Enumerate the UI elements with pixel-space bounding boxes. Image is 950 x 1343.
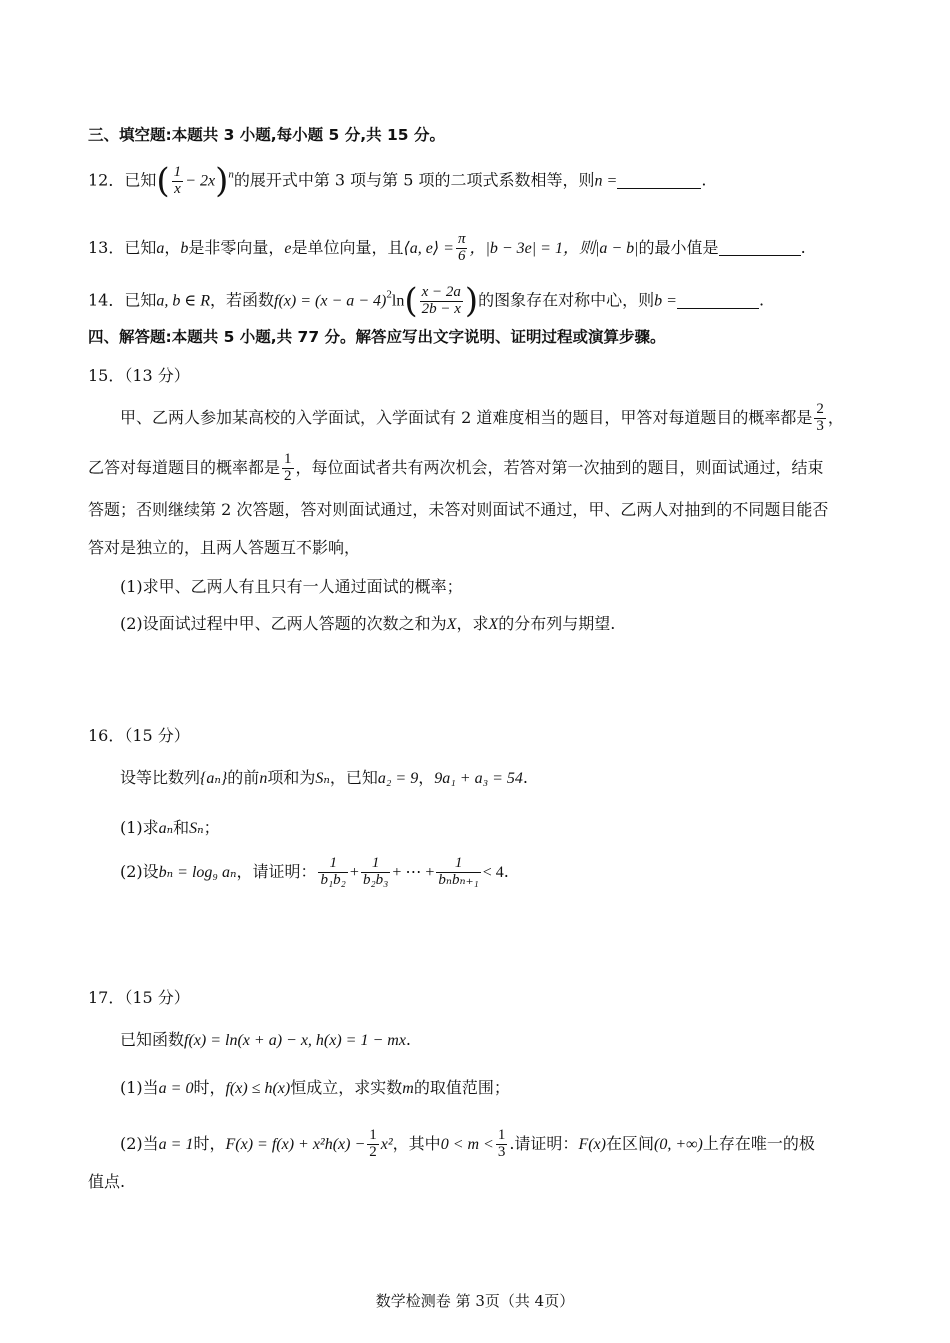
q15-prob-a (814, 402, 826, 435)
q16-text-f: . (522, 768, 529, 787)
q16-bn: bₙ = log₉ aₙ (158, 863, 237, 881)
q17-sub-1 (120, 1078, 510, 1098)
q13-vec-a: a (156, 239, 165, 257)
q16-frac-2-den: b₂b₃ (362, 871, 389, 888)
q15-sub-2-a: (2)设面试过程中甲、乙两人答题的次数之和为 (120, 614, 447, 633)
q13-angle: ⟨a, e⟩ = (403, 239, 454, 257)
q17-function: f(x) = ln(x + a) − x, h(x) = 1 − mx (184, 1032, 406, 1049)
q16-sequence: {aₙ} (200, 770, 228, 787)
q16-sub-1 (120, 818, 220, 838)
q16-less-than: < 4 (482, 863, 504, 881)
q17-cond-a1: a = 1 (158, 1135, 194, 1153)
q15-prob-a-den: 3 (816, 417, 824, 434)
q17-sub-2-e: .请证明： (509, 1133, 579, 1153)
q17-sub-1-b: 时， (193, 1078, 226, 1097)
q17-sub-2 (120, 1128, 815, 1161)
q15-header: 15．（13 分） (88, 366, 190, 385)
q14-frac-den: 2b − x (421, 300, 461, 317)
q16-frac-2-num: 1 (371, 855, 380, 871)
q13-target: |a − b| (594, 239, 639, 257)
q16-frac-1-den: b₁b₂ (320, 871, 346, 888)
q17-half-den: 2 (369, 1143, 377, 1160)
q14-end: . (758, 290, 765, 310)
q12-expr-rest: − 2x (185, 172, 216, 190)
q15-line-1-text: 甲、乙两人参加某高校的入学面试，入学面试有 2 道难度相当的题目，甲答对每道题目的概率都是 (120, 407, 813, 427)
q14-fraction (420, 285, 463, 318)
q17-interval: (0, +∞) (653, 1135, 703, 1153)
q12-answer-var: n = (594, 172, 618, 190)
q15-sub-2 (120, 614, 615, 634)
q14-condition: a, b ∈ R (156, 292, 211, 310)
q17-sub-2-d: ，其中 (392, 1133, 441, 1153)
q15-line-2-rest: ，每位面试者共有两次机会，若答对第一次抽到的题目，则面试通过，结束 (295, 457, 824, 477)
q16-sub-2-b: ，请证明： (236, 861, 317, 881)
q17-sub-2-b: 时， (193, 1133, 226, 1153)
q15-line-3: 答题；否则继续第 2 次答题，答对则面试通过，未答对则面试不通过，甲、乙两人对抽到的不同题目能否 (88, 500, 829, 519)
q16-sub-2 (120, 856, 509, 889)
q13-vec-b: b (180, 239, 189, 257)
q17-third-den: 3 (497, 1143, 506, 1160)
q13-end: . (800, 237, 806, 257)
q12-pre: 已知 (124, 170, 157, 190)
page-footer: 数学检测卷 第 3页（共 4页） (375, 1292, 575, 1310)
q14-answer-blank[interactable] (677, 292, 759, 309)
q16-frac-1 (318, 856, 347, 889)
q14-frac-num: x − 2a (421, 283, 461, 300)
q13-text-d: 的最小值是 (638, 237, 719, 257)
q14-square: 2 (386, 288, 392, 301)
q12-answer-blank[interactable] (617, 172, 701, 189)
q12-number: 12． (88, 170, 125, 190)
q12-frac-den: x (174, 180, 181, 197)
q16-n: n (259, 770, 268, 787)
q16-frac-3-den: bₙbₙ₊₁ (438, 871, 479, 888)
q14-function: f(x) = (x − a − 4) (274, 292, 387, 310)
q17-half (367, 1128, 379, 1161)
q13-pi-num: π (457, 231, 466, 247)
q17-sub-2-h: 在区间 (605, 1133, 654, 1153)
q17-half-num: 1 (369, 1127, 377, 1143)
q13-pi-fraction (456, 232, 468, 265)
question-12: 12．已知( $\frac{1}{x}$ − 2x)$^n$的展开式中第 3 项与第 5 项的二项式系数相等，则n = . (88, 161, 707, 201)
q15-line-2-text: 乙答对每道题目的概率都是 (88, 457, 281, 477)
q15-line-1 (120, 402, 844, 435)
q15-prob-b-den: 2 (284, 467, 292, 484)
q13-number: 13． (88, 237, 125, 257)
q14-answer-var: b = (654, 292, 677, 310)
q15-prob-b-num: 1 (284, 451, 292, 467)
q13-condition: ，|b − 3e| = 1，则 (469, 239, 595, 257)
q14-text-b: ，若函数 (210, 290, 275, 310)
q17-sub-2-a: (2)当 (120, 1133, 159, 1153)
q16-sub-1-a: (1)求 (120, 818, 159, 837)
q12-fraction (172, 165, 184, 198)
q15-line-4: 答对是独立的，且两人答题互不影响， (88, 538, 361, 557)
q15-prob-b (282, 452, 294, 485)
question-13 (88, 232, 806, 265)
q14-text-a: 已知 (124, 290, 157, 310)
q16-text-d: ，已知 (329, 768, 378, 787)
q14-ln: ln (391, 292, 405, 310)
q16-text-e: ， (418, 768, 435, 787)
q17-cond-a0: a = 0 (158, 1080, 194, 1097)
q12-text: 的展开式中第 3 项与第 5 项的二项式系数相等，则 (233, 170, 595, 190)
q16-header: 16．（15 分） (88, 726, 190, 745)
q17-text-a: 已知函数 (120, 1030, 185, 1049)
q15-var-x-2: X (488, 616, 499, 633)
q16-frac-2 (361, 856, 390, 889)
q16-cond-1: a₂ = 9 (377, 770, 419, 787)
q16-sn-2: Sₙ (189, 820, 204, 837)
q15-line-1-end: ， (827, 407, 844, 427)
q16-sub-2-a: (2)设 (120, 861, 159, 881)
q16-text-c: 项和为 (267, 768, 316, 787)
q15-var-x: X (446, 616, 457, 633)
q15-line-2 (88, 452, 824, 485)
q16-text-a: 设等比数列 (120, 768, 201, 787)
q16-text-b: 的前 (227, 768, 260, 787)
question-14: 14．已知a, b ∈ R，若函数$f(x) = (x - a - 4)^2\ln$( $\frac{x - 2a}{2b - x}$ )的图象存在对称中心，则b = . (88, 281, 765, 321)
q17-sub-1-a: (1)当 (120, 1078, 159, 1097)
q12-end: . (701, 170, 707, 190)
q17-third (496, 1128, 508, 1161)
q17-F-def: F(x) = f(x) + x²h(x) − (225, 1135, 366, 1153)
q13-text-a: 已知 (124, 237, 157, 257)
q17-sub-2-i: 上存在唯一的极 (702, 1133, 815, 1153)
q13-vec-e: e (284, 239, 292, 257)
q17-sub-1-e: 的取值范围； (413, 1078, 510, 1097)
q16-frac-3-num: 1 (454, 855, 463, 871)
q13-pi-den: 6 (457, 247, 466, 264)
q16-cond-2: 9a₁ + a₃ = 54 (434, 770, 523, 787)
q13-text-b: 是非零向量， (188, 237, 285, 257)
q17-x-squared: x² (380, 1135, 393, 1153)
q16-line-1 (120, 768, 528, 788)
q16-dots: + ⋯ + (392, 863, 435, 881)
q16-plus: + (349, 863, 359, 881)
q13-sep: ， (164, 237, 181, 257)
q17-inequality: f(x) ≤ h(x) (225, 1080, 291, 1097)
q14-number: 14． (88, 290, 125, 310)
q16-an: aₙ (158, 820, 174, 837)
q16-end: . (503, 861, 509, 881)
q15-sub-1: (1)求甲、乙两人有且只有一人通过面试的概率； (120, 577, 463, 596)
q16-frac-3 (436, 856, 480, 889)
q13-answer-blank[interactable] (719, 239, 801, 256)
q16-frac-1-num: 1 (329, 855, 337, 871)
q16-sn: Sₙ (315, 770, 330, 787)
q17-sub-1-d: 恒成立，求实数 (290, 1078, 403, 1097)
q13-text-c: 是单位向量，且 (291, 237, 404, 257)
q15-sub-2-b: ，求 (456, 614, 489, 633)
q12-frac-num: 1 (173, 163, 182, 180)
q17-range: 0 < m < (440, 1135, 494, 1153)
q17-m: m (402, 1080, 414, 1097)
q17-line-1 (120, 1030, 411, 1050)
q12-exponent: n (228, 168, 234, 181)
q17-text-b: . (405, 1030, 412, 1049)
q17-header: 17．（15 分） (88, 988, 190, 1007)
q15-sub-2-c: 的分布列与期望. (498, 614, 616, 633)
q16-sub-1-b: 和 (173, 818, 190, 837)
q17-Fx: F(x) (578, 1135, 606, 1153)
q14-text-c: 的图象存在对称中心，则 (478, 290, 655, 310)
q17-third-num: 1 (497, 1127, 506, 1143)
section-solve-title: 四、解答题:本题共 5 小题,共 77 分。解答应写出文字说明、证明过程或演算步骤。 (88, 328, 666, 346)
q16-sub-1-c: ； (203, 818, 220, 837)
q17-sub-2-cont: 值点. (88, 1172, 126, 1191)
q15-prob-a-num: 2 (816, 401, 824, 417)
section-fill-title: 三、填空题:本题共 3 小题,每小题 5 分,共 15 分。 (88, 126, 445, 144)
